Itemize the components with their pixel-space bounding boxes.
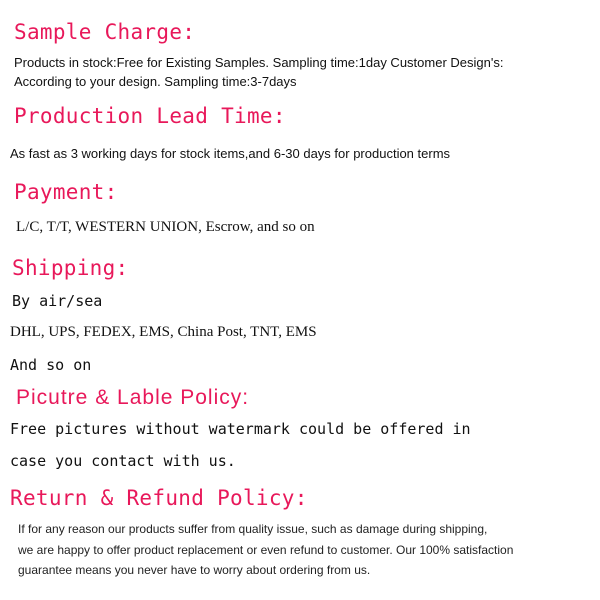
sample-charge-line-1: Products in stock:Free for Existing Samples. Sampling time:1day Customer Design's: bbox=[14, 55, 504, 70]
return-policy-line-1: If for any reason our products suffer from quality issue, such as damage during shipping, bbox=[18, 522, 488, 536]
return-policy-line-3: guarantee means you never have to worry about ordering from us. bbox=[18, 563, 371, 577]
shipping-line-3: And so on bbox=[10, 356, 92, 374]
return-policy-heading: Return & Refund Policy: bbox=[10, 486, 308, 510]
return-policy-line-2: we are happy to offer product replacement or even refund to customer. Our 100% satisfaction bbox=[18, 543, 514, 557]
payment-heading: Payment: bbox=[14, 180, 118, 204]
shipping-line-1: By air/sea bbox=[12, 292, 103, 310]
shipping-line-2: DHL, UPS, FEDEX, EMS, China Post, TNT, EMS bbox=[10, 324, 317, 340]
picture-policy-line-2: case you contact with us. bbox=[10, 452, 236, 470]
picture-policy-line-1: Free pictures without watermark could be offered in bbox=[10, 420, 471, 438]
picture-policy-heading: Picutre & Lable Policy: bbox=[16, 386, 250, 409]
payment-line-1: L/C, T/T, WESTERN UNION, Escrow, and so on bbox=[16, 219, 315, 235]
production-lead-time-line-1: As fast as 3 working days for stock items,and 6-30 days for production terms bbox=[10, 146, 451, 161]
shipping-heading: Shipping: bbox=[12, 256, 129, 280]
production-lead-time-heading: Production Lead Time: bbox=[14, 104, 286, 128]
sample-charge-line-2: According to your design. Sampling time:3-7days bbox=[14, 74, 297, 89]
sample-charge-heading: Sample Charge: bbox=[14, 20, 196, 44]
